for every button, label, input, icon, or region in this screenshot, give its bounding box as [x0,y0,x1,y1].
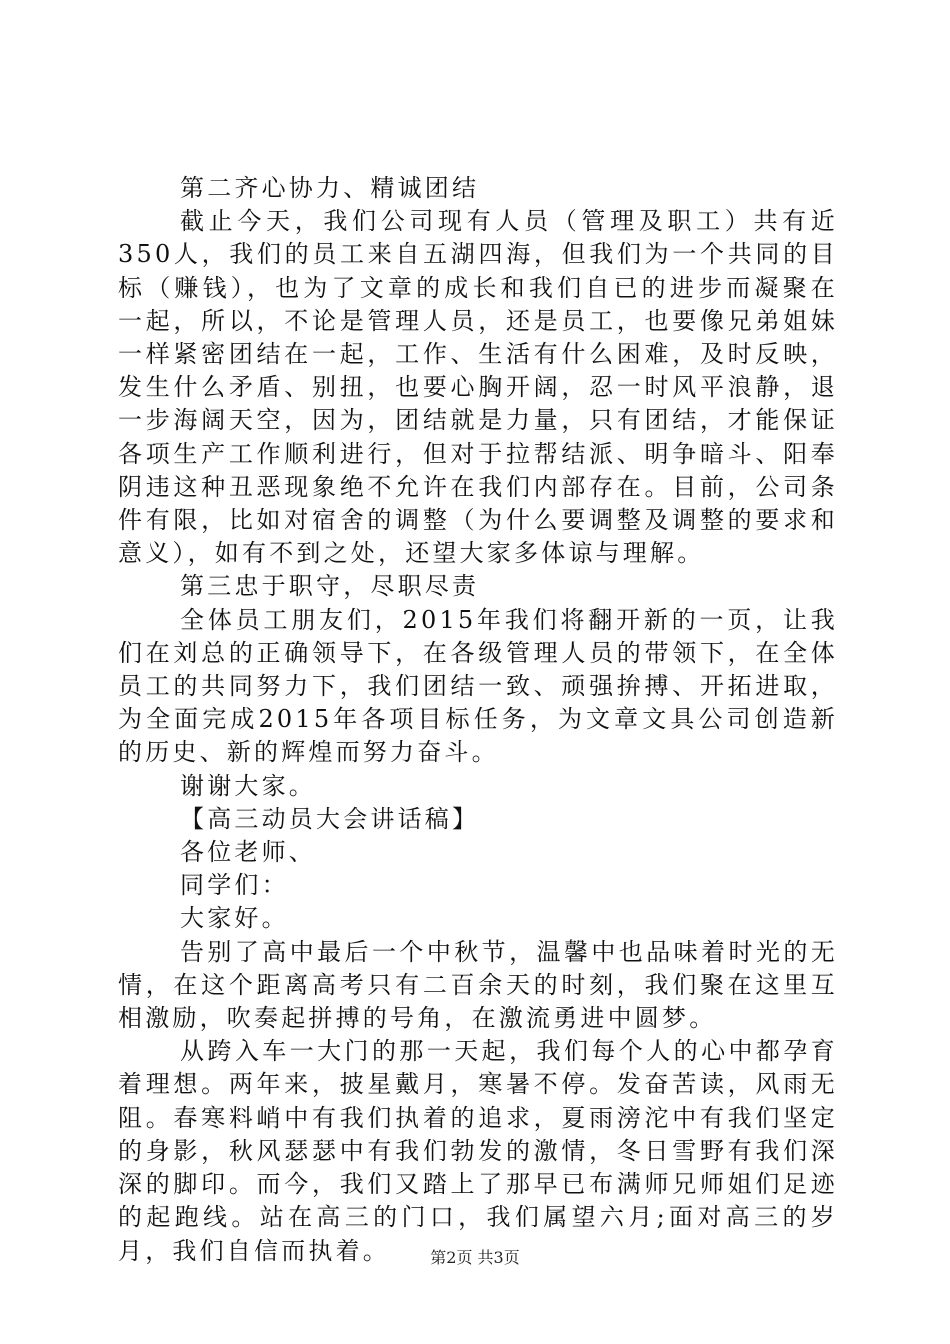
document-title: 【高三动员大会讲话稿】 [180,804,480,833]
body-paragraph: 从跨入车一大门的那一天起，我们每个人的心中都孕育着理想。两年来，披星戴月，寒暑不停。发奋苦读，风雨无阻。春寒料峭中有我们执着的追求，夏雨滂沱中有我们坚定的身影，秋风瑟瑟中有我们勃发的激情，冬日雪野有我们深深的脚印。而今，我们又踏上了那早已布满师兄师姐们足迹的起跑线。站在高三的门口，我们属望六月;面对高三的岁月，我们自信而执着。 [118,1037,838,1265]
body-paragraph: 告别了高中最后一个中秋节，温馨中也品味着时光的无情，在这个距离高考只有二百余天的时刻，我们聚在这里互相激励，吹奏起拼搏的号角，在激流勇进中圆梦。 [118,937,838,1033]
greeting-line: 大家好。 [180,904,289,933]
closing-line: 谢谢大家。 [180,771,316,800]
document-body [118,172,838,1268]
body-paragraph: 截止今天，我们公司现有人员（管理及职工）共有近350人，我们的员工来自五湖四海，但我们为一个共同的目标（赚钱），也为了文章的成长和我们自已的进步而凝聚在一起，所以，不论是管理人员，还是员工，也要像兄弟姐妹一样紧密团结在一起，工作、生活有什么困难，及时反映，发生什么矛盾、别扭，也要心胸开阔，忍一时风平浪静，退一步海阔天空，因为，团结就是力量，只有团结，才能保证各项生产工作顺利进行，但对于拉帮结派、明争暗斗、阳奉阴违这种丑恶现象绝不允许在我们内部存在。目前，公司条件有限，比如对宿舍的调整（为什么要调整及调整的要求和意义），如有不到之处，还望大家多体谅与理解。 [118,207,838,568]
salutation-line: 同学们： [180,871,289,900]
salutation-line: 各位老师、 [180,838,316,867]
section-heading: 第二齐心协力、精诚团结 [180,174,480,202]
section-heading: 第三忠于职守，尽职尽责 [180,572,480,601]
body-paragraph: 全体员工朋友们，2015年我们将翻开新的一页，让我们在刘总的正确领导下，在各级管理人员的带领下，在全体员工的共同努力下，我们团结一致、顽强拚搏、开拓进取，为全面完成2015年各项目标任务，为文章文具公司创造新的历史、新的辉煌而努力奋斗。 [118,605,838,767]
page-number-footer: 第2页 共3页 [430,1248,520,1267]
